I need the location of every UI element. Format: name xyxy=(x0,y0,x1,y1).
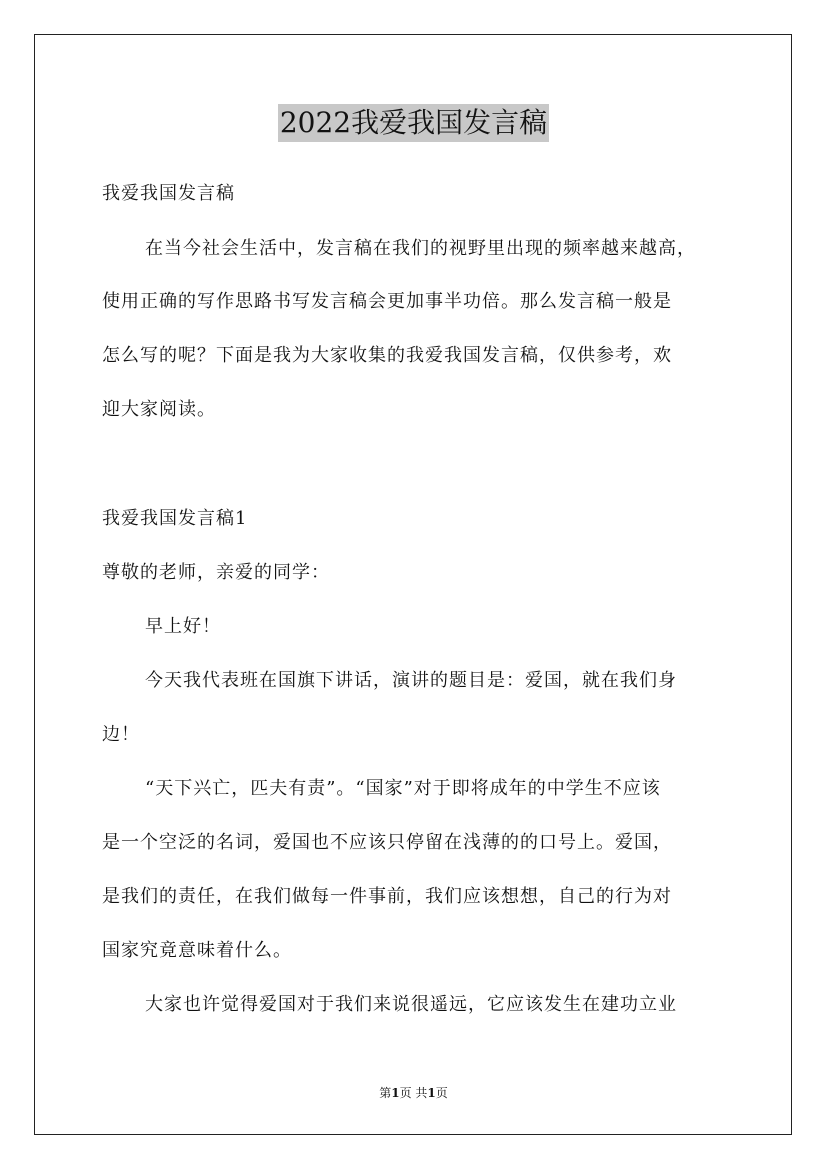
paragraph-line: 是一个空泛的名词，爱国也不应该只停留在浅薄的的口号上。爱国， xyxy=(102,832,672,853)
paragraph-line: 今天我代表班在国旗下讲话，演讲的题目是：爱国，就在我们身 xyxy=(145,670,677,691)
salutation-line: 尊敬的老师，亲爱的同学： xyxy=(102,562,330,583)
footer-page-current: 1 xyxy=(391,1086,400,1100)
paragraph-line: 迎大家阅读。 xyxy=(102,399,216,420)
paragraph-line: 怎么写的呢？下面是我为大家收集的我爱我国发言稿，仅供参考，欢 xyxy=(102,345,672,366)
paragraph-line: “天下兴亡，匹夫有责”。“国家”对于即将成年的中学生不应该 xyxy=(145,778,661,799)
paragraph-line: 国家究竟意味着什么。 xyxy=(102,940,292,961)
footer-page-suffix: 页 xyxy=(435,1086,448,1100)
paragraph-line: 大家也许觉得爱国对于我们来说很遥远，它应该发生在建功立业 xyxy=(145,994,677,1015)
paragraph-line: 是我们的责任，在我们做每一件事前，我们应该想想，自己的行为对 xyxy=(102,886,672,907)
paragraph-line: 使用正确的写作思路书写发言稿会更加事半功倍。那么发言稿一般是 xyxy=(102,291,672,312)
paragraph-line: 边！ xyxy=(102,724,140,745)
section-heading: 我爱我国发言稿1 xyxy=(102,508,248,529)
page-footer xyxy=(0,1085,827,1101)
footer-page-prefix: 第 xyxy=(379,1086,392,1100)
title-container xyxy=(0,104,827,142)
footer-page-total: 1 xyxy=(427,1086,436,1100)
subtitle-line: 我爱我国发言稿 xyxy=(102,183,235,204)
document-title: 2022我爱我国发言稿 xyxy=(278,104,549,142)
greeting-line: 早上好！ xyxy=(145,616,221,637)
footer-page-mid: 页 共 xyxy=(399,1086,428,1100)
paragraph-line: 在当今社会生活中，发言稿在我们的视野里出现的频率越来越高， xyxy=(145,238,696,259)
